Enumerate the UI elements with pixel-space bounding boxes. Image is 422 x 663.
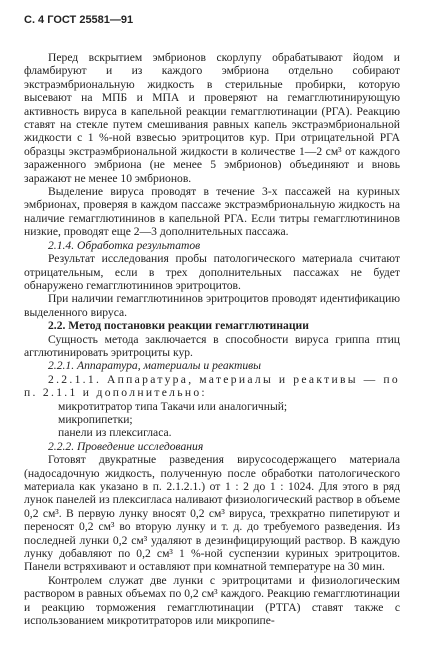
paragraph: микропипетки; [58,412,133,426]
body-text [24,51,400,627]
paragraph: Готовят двукратные разведения вирусосодержащего материала (надосадочную жидкость, полученную после обработки патологического материала как указано в п. 2.1.2.1.) от 1 : 2 до 1 : 1024. Для этого в ряд лунок панелей из плексигласа наливают физиологический раствор в объеме 0,2 см³. В первую лунку вносят 0,2 см³ вируса, трехкратно пипетируют и переносят 0,2 см³ во вторую лунку и т. д. до требуемого разведения. Из последней лунки 0,2 см³ удаляют в дезинфицирующий раствор. В каждую лунку добавляют по 0,2 см³ 1 %-ной суспензии куриных эритроцитов. Панели встряхивают и оставляют при комнатной температуре на 30 мин. [24,453,400,574]
paragraph: 2.2.1. Аппаратура, материалы и реактивы [48,359,262,373]
paragraph: Сущность метода заключается в способности вируса гриппа птиц агглютинировать эритроциты кур. [24,332,400,359]
paragraph: микротитратор типа Такачи или аналогичный; [58,399,288,413]
paragraph: Выделение вируса проводят в течение 3-х пассажей на куриных эмбрионах, проверяя в каждом пассаже экстраэмбриональную жидкость на наличие гемагглютининов в капельной РГА. Если титры гемагглютининов низкие, проводят еще 2—3 дополнительных пассажа. [24,185,400,239]
paragraph: Результат исследования пробы патологического материала считают отрицательным, если в трех дополнительных пассажах не будет обнаружено гемагглютининов эритроцитов. [24,252,400,292]
paragraph: 2.2. Метод постановки реакции гемагглютинации [48,319,309,333]
paragraph: 2.1.4. Обработка результатов [48,238,201,252]
paragraph: 2.2.2. Проведение исследования [48,439,204,453]
paragraph: панели из плексигласа. [58,426,172,440]
paragraph: Контролем служат две лунки с эритроцитами и физиологическим раствором в равных объемах по 0,2 см³ каждого. Реакцию гемагглютинации и реакцию торможения гемагглютинации (РТГА) ставят также с использованием микротитраторов или микропипе- [24,573,400,628]
paragraph: При наличии гемагглютининов эритроцитов проводят идентификацию выделенного вируса. [24,292,400,319]
page-header: С. 4 ГОСТ 25581—91 [24,14,134,26]
paragraph: Перед вскрытием эмбрионов скорлупу обрабатывают йодом и фламбируют и из каждого эмбриона отдельно собирают экстраэмбриональную жидкость в стерильные пробирки, которую высевают на МПБ и МПА и проверяют на гемагглютинирующую активность вируса в капельной реакции гемагглютинации (РГА). Реакцию ставят на стекле путем смешивания равных капель экстраэмбриональной жидкости с 1 %-ной взвесью эритроцитов кур. При отрицательной РГА образцы экстраэмбриональной жидкости в количестве 1—2 см³ от каждого зараженного эмбриона (не менее 5 эмбрионов) объединяют и вновь заражают не менее 10 эмбрионов. [24,51,400,185]
paragraph: 2.2.1.1. Аппаратура, материалы и реактивы — по п. 2.1.1 и дополнительно: [24,372,400,400]
